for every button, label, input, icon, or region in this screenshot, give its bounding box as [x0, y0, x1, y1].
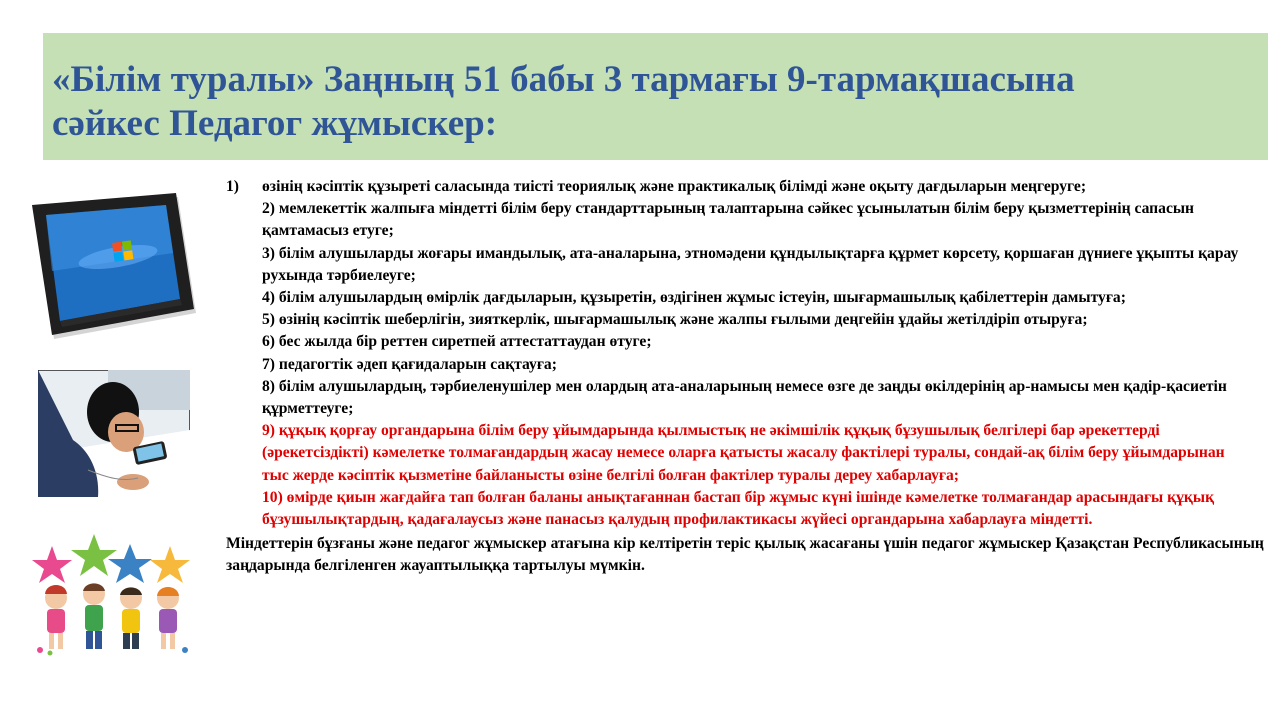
list-item-highlighted: [262, 487, 1252, 531]
page-title: [52, 58, 1262, 146]
list-item-text: 3) білім алушыларды жоғары имандылық, ата-аналарына, этномәдени құндылықтарға құрмет көрсету, қоршаған дүниеге ұқыпты қарау рухында тәрбиелеуге;: [262, 244, 1239, 284]
list-item-highlighted: [262, 420, 1252, 487]
page-title-line-1: «Білім туралы» Заңның 51 бабы 3 тармағы 9-тармақшасына: [52, 59, 1075, 100]
list-item-text: 5) өзінің кәсіптік шеберлігін, зияткерлік, шығармашылық және жалпы ғылыми деңгейін ұдайы жетілдіріп отыруға;: [262, 311, 1088, 329]
list-item: [262, 243, 1252, 287]
list-item: [262, 287, 1252, 309]
list-item: [262, 354, 1252, 376]
list-item-text: 7) педагогтік әдеп қағидаларын сақтауға;: [262, 355, 557, 373]
list-item-text: өзінің кәсіптік құзыреті саласында тиісті теориялық және практикалық білімді және оқыту дағдыларын меңгеруге;: [262, 178, 1087, 195]
page-title-line-2: сәйкес Педагог жұмыскер:: [52, 103, 498, 144]
list-item-text: 9) құқық қорғау органдарына білім беру ұйымдарында қылмыстық не әкімшілік құқық бұзушылық белгілері бар әрекеттерді (әрекетсіздікті) кәмелетке толмағандардың жасау немесе оларға қатысты жасалу фактілері туралы, сондай-ақ білім беру ұйымдарынан тыс жерде кәсіптік қызметіне байланысты өзіне белгілі болған фактілер туралы дереу хабарлауға;: [262, 422, 1225, 484]
duties-list: [0, 176, 1280, 578]
closing-paragraph: Міндеттерін бұзғаны және педагог жұмыскер атағына кір келтіретін теріс қылық жасағаны үшін педагог жұмыскер Қазақстан Республикасының заңдарында белгіленген жауаптылыққа тартылуы мүмкін.: [226, 535, 1264, 575]
list-item: [262, 198, 1252, 242]
list-item-text: 8) білім алушылардың, тәрбиеленушілер мен олардың ата-аналарының немесе өзге де заңды өкілдерінің ар-намысы мен қадір-қасиетін құрметтеуге;: [262, 377, 1227, 418]
list-item: [262, 331, 1252, 353]
list-item-marker: 1): [226, 178, 239, 195]
list-item: [262, 376, 1252, 420]
list-item-text: 4) білім алушылардың өмірлік дағдыларын, құзыретін, өздігінен жұмыс істеуін, шығармашылық қабілеттерін дамытуға;: [262, 289, 1126, 307]
list-item-text: 6) бес жылда бір реттен сиретпей аттестаттаудан өтуге;: [262, 333, 652, 351]
list-item: [262, 309, 1252, 331]
list-item-text: 10) өмірде қиын жағдайға тап болған баланы анықтағаннан бастап бір жұмыс күні ішінде кәмелетке толмағандар арасындағы құқық бұзушылықтардың, қадағалаусыз және панасыз қалудың профилактикасы жүйесі органдарына хабарлауға міндетті.: [262, 488, 1215, 529]
list-item-text: 2) мемлекеттік жалпыға міндетті білім беру стандарттарының талаптарына сәйкес ұсынылатын білім беру қызметтерінің сапасын қамтамасыз етуге;: [262, 200, 1195, 240]
list-item: [226, 176, 1252, 198]
